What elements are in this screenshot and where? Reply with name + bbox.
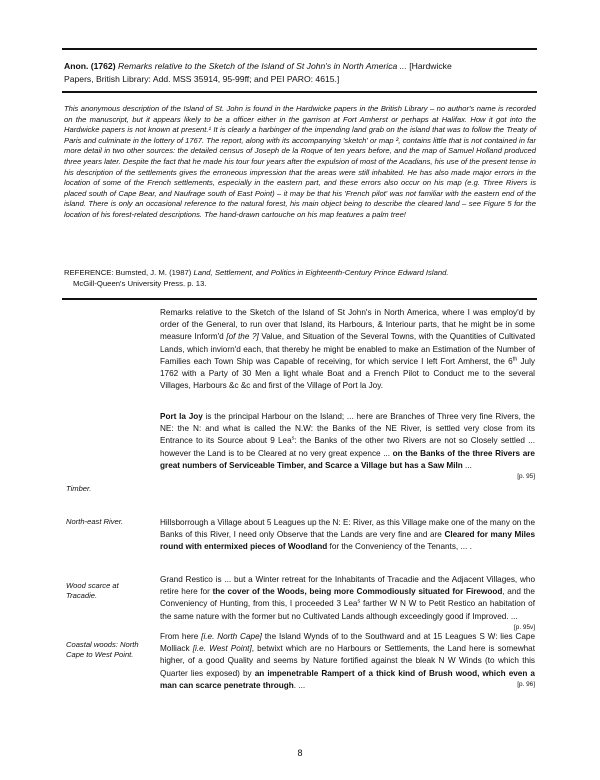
p5-text: From here xyxy=(160,632,199,641)
header-rule xyxy=(62,91,537,93)
citation-header xyxy=(64,60,534,85)
margin-note-coastal-woods: Coastal woods: North Cape to West Point. xyxy=(66,640,139,660)
p5-insertion-2: [i.e. West Point] xyxy=(192,644,252,654)
paragraph-north-cape xyxy=(160,631,535,692)
p1-text: Remarks relative to the Sketch of the Island of St John's in North America, where I was employ'd by order of the General, to run over that Island, its Harbours, & Interiour parts, that he might be in some measure Inform'd xyxy=(160,308,535,342)
p5-text-b: the Island Wynds of to the Southward and at 15 Leagues S W: lies Cape Molliack xyxy=(160,632,535,654)
reference-publisher: McGill-Queen's University Press. p. 13. xyxy=(73,278,207,288)
top-rule xyxy=(62,48,537,50)
paragraph-intro-remarks xyxy=(160,307,535,392)
p4-text: Grand Restico is ... but a Winter retreat for the Inhabitants of Tracadie and the Adjacent Villages, who retire here for xyxy=(160,575,535,597)
margin-note-wood-scarce: Wood scarce at Tracadie. xyxy=(66,581,119,601)
p2-heading: Port la Joy xyxy=(160,412,203,421)
p2-bold: on the Banks of the three Rivers are great numbers of Serviceable Timber, and Scarce a Village but has a Saw Miln xyxy=(160,448,535,470)
p4-text-b: , and the Conveniency of Hunting, from this, I proceeded 3 Lea xyxy=(160,587,535,609)
section-rule xyxy=(62,298,537,300)
p2-text: is the principal Harbour on the Island; ... here are Branches of Three very fine Rivers, the NE: the N: and what is called the N.W: the Banks of the NE River, is settled very close from its Entrance to its Source about 9 Lea xyxy=(160,412,535,446)
p1-sup: th xyxy=(512,356,518,363)
reference-title: Land, Settlement, and Politics in Eighteenth-Century Prince Edward Island. xyxy=(193,268,449,277)
p5-page-ref: [p. 96] xyxy=(517,680,535,688)
citation-source-1: [Hardwicke xyxy=(409,61,452,71)
p1-text-c: July 1762 with a Party of 30 Men a light whale Boat and a French Pilot to Conduct me to the several Villages, Harbours &c &c and first of the Village of Port la Joy. xyxy=(160,356,535,391)
margin-note-timber: Timber. xyxy=(66,484,92,493)
p2-end: ... xyxy=(465,460,472,470)
p4-text-c: farther W N W to Petit Restico an habitation of the same nature with the former but no Cultivated Lands although exceedingly good if Improved. ... xyxy=(160,599,535,621)
p5-insertion-1: [i.e. North Cape] xyxy=(201,632,262,641)
p1-text-b: Value, and Situation of the Several Towns, with the Quantities of Cultivated Lands, which inviorn'd each, that thereby he might be enabled to make an Estimation of the Number of Families each Town Ship was Capable of receiving, for which service I left Fort Amherst, the 6 xyxy=(160,332,536,366)
paragraph-port-la-joy xyxy=(160,411,535,481)
reference-lead: REFERENCE: Bumsted, J. M. (1987) xyxy=(64,268,192,277)
p4-page-ref: [p. 95v] xyxy=(514,623,535,631)
p5-bold: an impenetrable Rampert of a thick kind of Brush wood, which even a man can scarce penetrate through xyxy=(160,668,535,690)
citation-source-2: Papers, British Library: Add. MSS 35914, 95-99ff; and PEI PARO: 4615.] xyxy=(64,73,340,84)
p4-sup: s xyxy=(357,598,361,605)
paragraph-grand-restico xyxy=(160,574,535,632)
p5-text-c: , betwixt which are no Harbours or Settlements, the Land here is somewhat higher, of a good Quality and seems by Nature fortified against the bleak N W Winds (to which this Quarter lies exposed) by xyxy=(160,644,535,678)
paragraph-hillsborrough xyxy=(160,517,535,554)
p1-insertion: [of the ?] xyxy=(226,332,259,342)
reference xyxy=(64,268,536,290)
citation-title: Remarks relative to the Sketch of the Island of St John's in North America ... xyxy=(117,61,407,71)
margin-note-northeast-river: North-east River. xyxy=(66,517,124,526)
p3-bold: Cleared for many Miles round with entermixed pieces of Woodland xyxy=(160,530,536,552)
p3-text: Hillsborrough a Village about 5 Leagues up the N: E: River, as this Village make one of the many on the Banks of this River, I need only Observe that the Lands are very fine and are xyxy=(160,518,535,540)
intro-paragraph: This anonymous description of the Island of St. John is found in the Hardwicke papers in the British Library – no author's name is recorded on the manuscript, but it appears likely to be a officer either in the garrison at Fort Amherst or perhaps at Halifax. How it got into the Hardwicke papers is not known at present.¹ It is clearly a harbinger of the impending land grab on the island that was to follow the Treaty of Paris and culminate in the lottery of 1767. The report, along with its accompanying 'sketch' or map ², contains little that is not contained in far more detail in two other sources: the detailed census of Joseph de la Roque of ten years before, and the map of Samuel Holland produced three years later. Despite the fact that he made his tour four years after the expulsion of most of the Acadians, his use of the present tense in his description of the settlements gives the erroneous impression that the areas were still inhabited. He has also made major errors in the location of some of the French settlements, especially in the eastern part, and these errors also occur on his map (e.g. Three Rivers is placed south of Cape Bear, and Naufrage south of East Point) – it may be that his 'French pilot' was not familiar with the eastern end of the island. There is only an occasional reference to the natural forest, his main object being to describe the cleared land – see Figure 5 for the location of his forest-related descriptions. The hand-drawn cartouche on his map features a palm tree! xyxy=(64,104,536,219)
p5-end: . ... xyxy=(293,680,306,690)
p4-bold: the cover of the Woods, being more Commodiously situated for Firewood xyxy=(212,587,503,597)
p3-text-b: for the Conveniency of the Tenants, ... . xyxy=(329,542,472,552)
citation-author: Anon. (1762) xyxy=(64,61,116,71)
p2-page-ref: [p. 95] xyxy=(517,473,535,481)
p2-sup: s xyxy=(291,435,295,442)
p2-text-b: : the Banks of the other two Rivers are not so Closely settled ... however the Land is to be Cleared at no very great expence ... xyxy=(160,436,535,458)
page-number: 8 xyxy=(297,748,303,758)
